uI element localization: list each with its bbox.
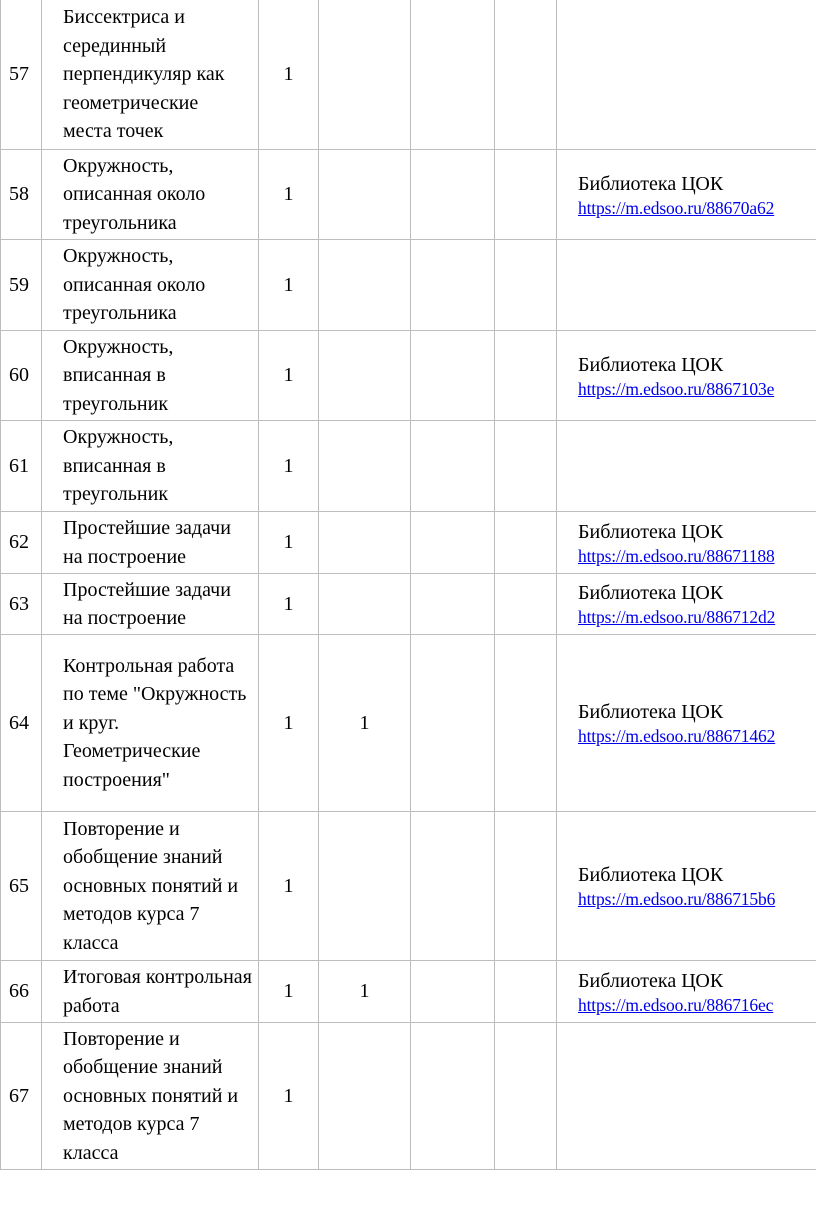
hours-practical [411,0,495,150]
hours-total: 1 [259,240,319,331]
table-row [1,635,816,812]
resource-cell [557,574,816,635]
lesson-topic: Итоговая контрольная работа [42,961,259,1023]
hours-practical [411,635,495,812]
resource-cell [557,331,816,421]
resource-link[interactable]: https://m.edsoo.ru/886715b6 [578,889,776,909]
lesson-topic: Простейшие задачи на построение [42,512,259,574]
hours-practical [411,574,495,635]
lesson-date [495,812,557,961]
lesson-date [495,961,557,1023]
table-row [1,574,816,635]
hours-total: 1 [259,635,319,812]
hours-control [319,512,411,574]
hours-practical [411,961,495,1023]
lesson-date [495,1023,557,1170]
hours-total: 1 [259,574,319,635]
row-number: 61 [1,421,42,512]
lesson-topic: Контрольная работа по теме "Окружность и круг. Геометрические построения" [42,635,259,812]
hours-practical [411,421,495,512]
resource-cell [557,961,816,1023]
hours-total: 1 [259,512,319,574]
row-number: 57 [1,0,42,150]
resource-link[interactable]: https://m.edsoo.ru/88671188 [578,545,775,566]
resource-link[interactable]: https://m.edsoo.ru/886712d2 [578,607,776,627]
resource-link[interactable]: https://m.edsoo.ru/88670a62 [578,197,775,218]
lesson-topic: Повторение и обобщение знаний основных понятий и методов курса 7 класса [42,812,259,961]
hours-practical [411,240,495,331]
hours-control [319,574,411,635]
resource-title: Библиотека ЦОК [578,864,724,886]
resource-cell [557,635,816,812]
resource-cell [557,1023,816,1170]
table-row [1,512,816,574]
table-row [1,812,816,961]
resource-title: Библиотека ЦОК [578,701,724,723]
lesson-topic: Простейшие задачи на построение [42,574,259,635]
resource-cell [557,812,816,961]
row-number: 62 [1,512,42,574]
resource-cell [557,150,816,240]
hours-control [319,240,411,331]
resource-cell [557,421,816,512]
table-row [1,961,816,1023]
row-number: 66 [1,961,42,1023]
table-row [1,150,816,240]
hours-practical [411,1023,495,1170]
resource-title: Библиотека ЦОК [578,969,724,992]
row-number: 59 [1,240,42,331]
lesson-date [495,512,557,574]
table-row [1,331,816,421]
lesson-topic: Окружность, описанная около треугольника [42,150,259,240]
lesson-topic: Окружность, вписанная в треугольник [42,421,259,512]
hours-practical [411,331,495,421]
resource-title: Библиотека ЦОК [578,582,724,604]
hours-total: 1 [259,961,319,1023]
table-row [1,1023,816,1170]
hours-control [319,421,411,512]
resource-link[interactable]: https://m.edsoo.ru/88671462 [578,726,776,746]
hours-total: 1 [259,331,319,421]
hours-practical [411,812,495,961]
row-number: 64 [1,635,42,812]
hours-control [319,0,411,150]
lesson-date [495,635,557,812]
resource-cell [557,240,816,331]
hours-total: 1 [259,1023,319,1170]
row-number: 63 [1,574,42,635]
resource-link[interactable]: https://m.edsoo.ru/8867103e [578,378,775,399]
hours-control [319,1023,411,1170]
lesson-date [495,240,557,331]
resource-title: Библиотека ЦОК [578,353,724,376]
lesson-topic: Повторение и обобщение знаний основных понятий и методов курса 7 класса [42,1023,259,1170]
hours-total: 1 [259,0,319,150]
resource-cell [557,512,816,574]
lesson-date [495,421,557,512]
hours-practical [411,512,495,574]
row-number: 58 [1,150,42,240]
lesson-date [495,331,557,421]
table-row [1,0,816,150]
hours-control [319,812,411,961]
row-number: 65 [1,812,42,961]
resource-cell [557,0,816,150]
hours-total: 1 [259,421,319,512]
table-row [1,240,816,331]
lesson-topic: Биссектриса и серединный перпендикуляр как геометрические места точек [42,0,259,150]
hours-control: 1 [319,961,411,1023]
lesson-date [495,574,557,635]
hours-control [319,150,411,240]
lesson-topic: Окружность, вписанная в треугольник [42,331,259,421]
hours-total: 1 [259,812,319,961]
lesson-topic: Окружность, описанная около треугольника [42,240,259,331]
lesson-date [495,0,557,150]
hours-control [319,331,411,421]
hours-total: 1 [259,150,319,240]
row-number: 67 [1,1023,42,1170]
table-row [1,421,816,512]
row-number: 60 [1,331,42,421]
lesson-date [495,150,557,240]
resource-link[interactable]: https://m.edsoo.ru/886716ec [578,994,774,1015]
resource-title: Библиотека ЦОК [578,172,724,195]
hours-control: 1 [319,635,411,812]
resource-title: Библиотека ЦОК [578,520,724,543]
hours-practical [411,150,495,240]
